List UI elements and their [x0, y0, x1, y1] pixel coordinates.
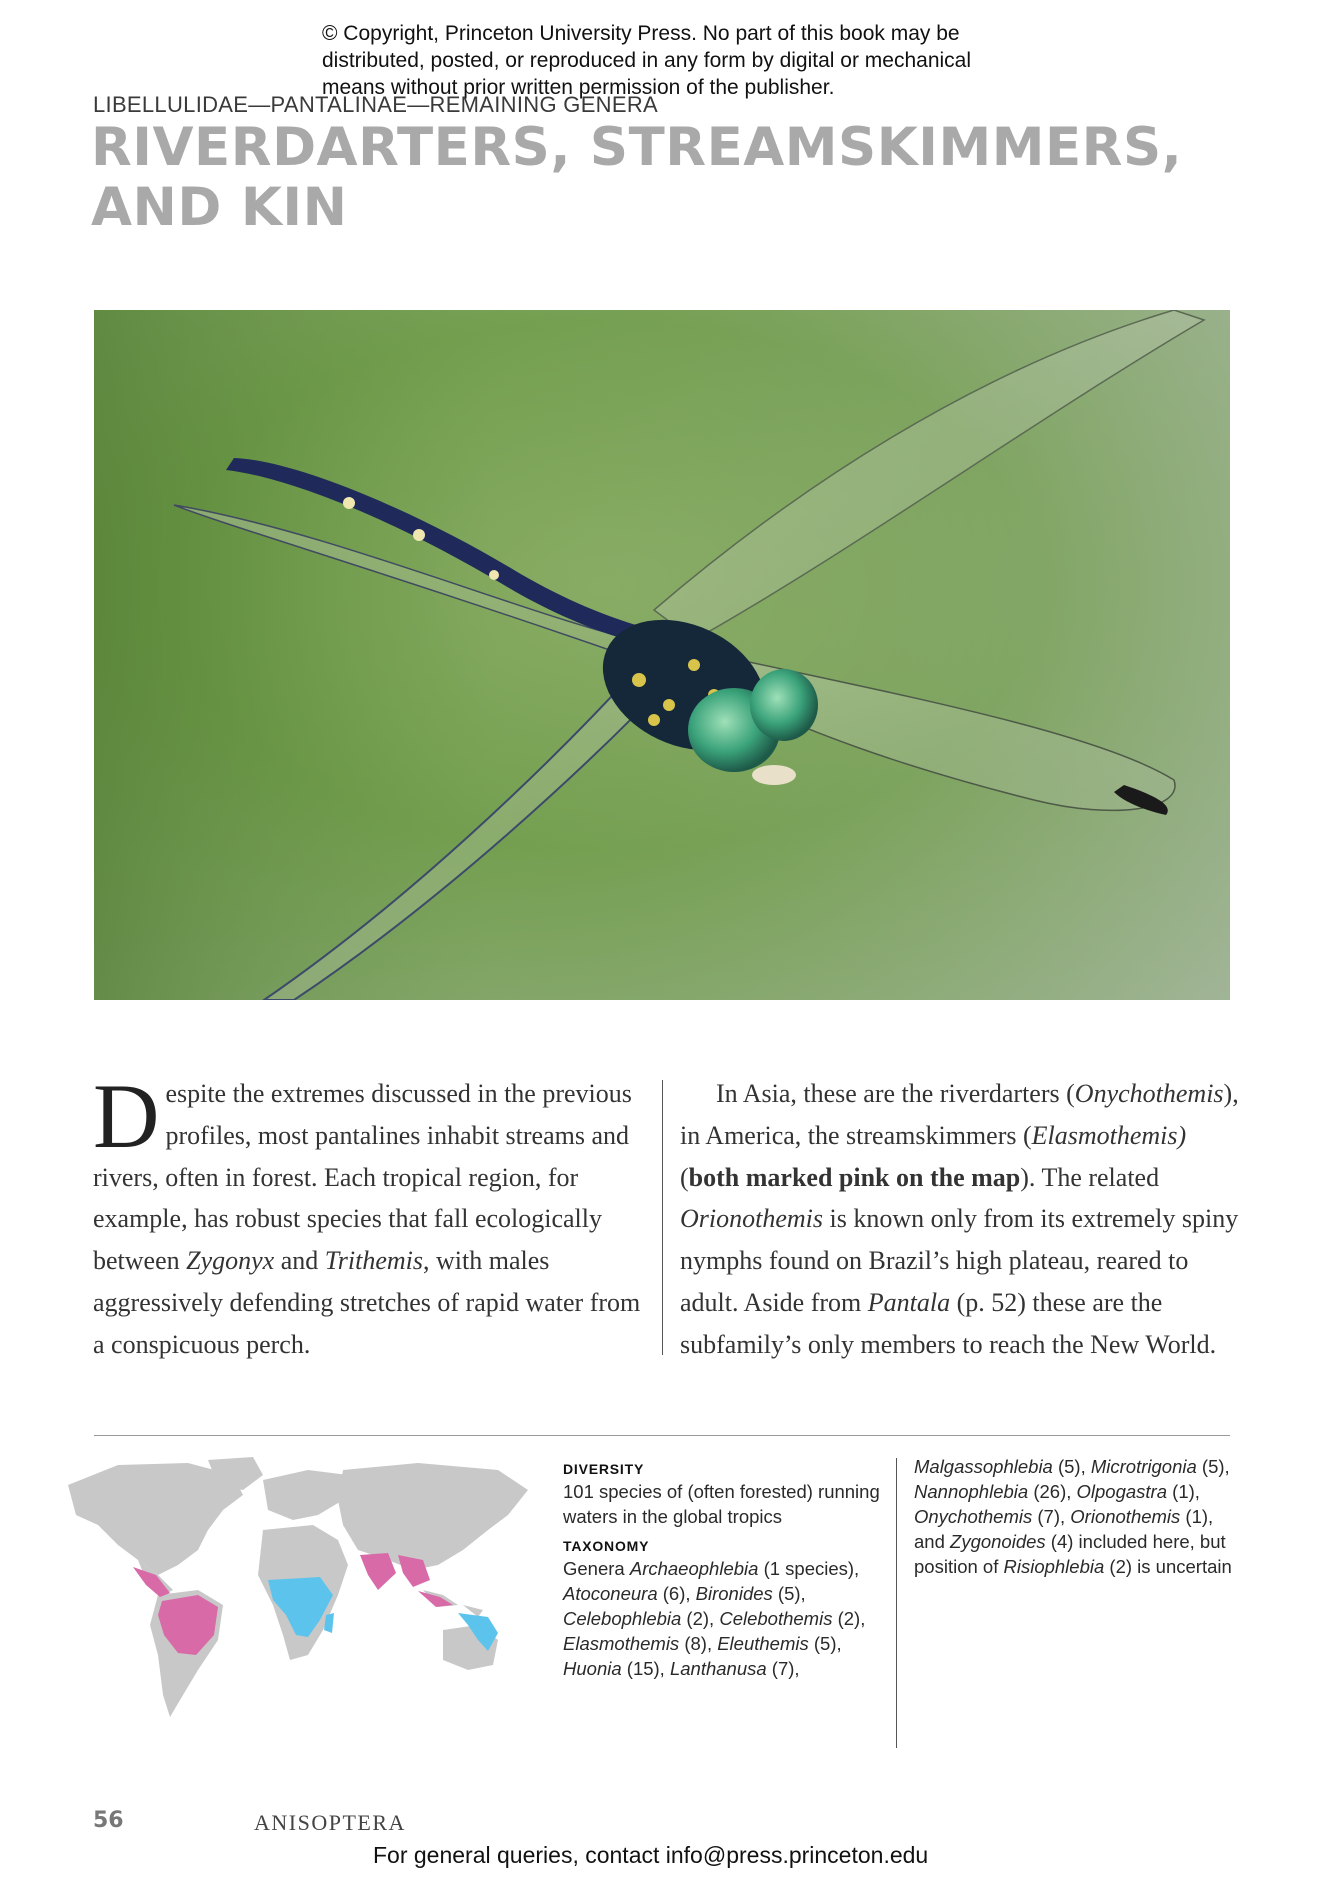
taxonomy-heading: TAXONOMY [563, 1538, 650, 1554]
genus-name: Zygonoides [950, 1531, 1046, 1552]
taxonomy-run: (2), [681, 1608, 720, 1629]
taxonomy-run: (5), [1196, 1456, 1230, 1477]
copyright-line: distributed, posted, or reproduced in any form by digital or mechanical [322, 49, 972, 72]
body-text: espite the extremes discussed in the previous profiles, most pantalines inhabit streams and rivers, often in forest. Each tropical region, for example, has robust species that fall ecologically between [93, 1079, 632, 1276]
genus-name: Archaeophlebia [629, 1558, 759, 1579]
dragonfly-photo [94, 310, 1230, 1000]
body-text: ( [680, 1162, 689, 1192]
map-asia [338, 1463, 528, 1570]
taxonomy-run: (5), [808, 1633, 842, 1654]
genus-name: Eleuthemis [717, 1633, 809, 1654]
diversity-text: 101 species of (often forested) running waters in the global tropics [563, 1481, 880, 1527]
diversity-heading: DIVERSITY [563, 1461, 645, 1477]
copyright-line: means without prior written permission of the publisher. [322, 76, 835, 99]
genus-name: Olpogastra [1076, 1481, 1168, 1502]
page-number: 56 [93, 1808, 124, 1833]
contact-notice: For general queries, contact info@press.princeton.edu [373, 1842, 929, 1868]
title-line: RIVERDARTERS, STREAMSKIMMERS, [91, 117, 1183, 178]
genus-name: Celebothemis [719, 1608, 833, 1629]
genus-name: Zygonyx [186, 1246, 275, 1276]
taxonomy-run: (1), [1167, 1481, 1200, 1502]
taxonomy-run: (15), [621, 1658, 670, 1679]
taxonomy-run: (8), [679, 1633, 718, 1654]
genus-name: Huonia [563, 1658, 622, 1679]
taxonomy-run: (7), [766, 1658, 800, 1679]
taxonomy-run: (26), [1028, 1481, 1077, 1502]
section-label: LIBELLULIDAE—PANTALINAE—REMAINING GENERA [93, 92, 658, 117]
map-islands [423, 1590, 483, 1617]
column-divider [662, 1080, 663, 1355]
map-reference: both marked pink on the map [688, 1162, 1021, 1192]
map-europe [263, 1470, 348, 1520]
taxonomy-text [563, 1558, 865, 1679]
taxonomy-run: (5), [1052, 1456, 1091, 1477]
taxonomy-text-continued [914, 1456, 1232, 1577]
genus-name: Bironides [695, 1583, 773, 1604]
genus-name: Lanthanusa [669, 1658, 767, 1679]
taxonomy-run: (6), [657, 1583, 696, 1604]
genus-name: Onychothemis [914, 1506, 1033, 1527]
page-title [91, 118, 1191, 238]
body-text: ). The related [1020, 1162, 1160, 1192]
title-line: AND KIN [91, 177, 348, 238]
genus-name: Atoconeura [563, 1583, 658, 1604]
genus-name: Malgassophlebia [914, 1456, 1053, 1477]
section-rule [94, 1435, 1230, 1436]
genus-name: Orionothemis [680, 1204, 823, 1234]
taxonomy-run: (5), [772, 1583, 806, 1604]
genus-name: Nannophlebia [914, 1481, 1029, 1502]
genus-name: Pantala [867, 1287, 951, 1317]
info-divider [896, 1458, 897, 1748]
genus-name: Orionothemis [1070, 1506, 1181, 1527]
info-column-left [563, 1459, 893, 1681]
body-column-left [93, 1065, 653, 1366]
copyright-line: © Copyright, Princeton University Press. No part of this book may be [322, 22, 960, 45]
taxonomy-run: (2), [832, 1608, 866, 1629]
genus-name: Risiophlebia [1003, 1556, 1105, 1577]
taxonomy-run: Genera [563, 1558, 630, 1579]
distribution-map [58, 1455, 548, 1725]
body-text: ), in America, the streamskimmers ( [680, 1079, 1239, 1150]
genus-name: Elasmothemis) [1031, 1120, 1187, 1150]
taxonomy-run: (4) included here, but position of [914, 1531, 1226, 1577]
genus-name: Trithemis [324, 1246, 424, 1276]
body-text: (p. 52) these are the subfamily’s only members to reach the New World. [680, 1287, 1217, 1359]
running-head: ANISOPTERA [254, 1810, 406, 1835]
body-text: and [274, 1246, 325, 1276]
taxonomy-run: (7), [1032, 1506, 1071, 1527]
body-text: is known only from its extremely spiny nymphs found on Brazil’s high plateau, reared to adult. Aside from [680, 1204, 1239, 1317]
taxonomy-run: (1), and [914, 1506, 1214, 1552]
genus-name: Elasmothemis [563, 1633, 680, 1654]
body-column-right [680, 1073, 1240, 1366]
taxonomy-run: (1 species), [758, 1558, 860, 1579]
dragonfly-illustration [94, 310, 1230, 1000]
genus-name: Celebophlebia [563, 1608, 682, 1629]
body-text: , with males aggressively defending stretches of rapid water from a conspicuous perch. [93, 1246, 641, 1359]
copyright-notice [322, 20, 1022, 101]
genus-name: Microtrigonia [1090, 1456, 1197, 1477]
taxonomy-run: (2) is uncertain [1104, 1556, 1232, 1577]
body-text: In Asia, these are the riverdarters ( [716, 1079, 1075, 1108]
genus-name: Onychothemis [1074, 1079, 1224, 1108]
drop-cap: D [93, 1065, 160, 1167]
info-column-right [914, 1454, 1234, 1579]
